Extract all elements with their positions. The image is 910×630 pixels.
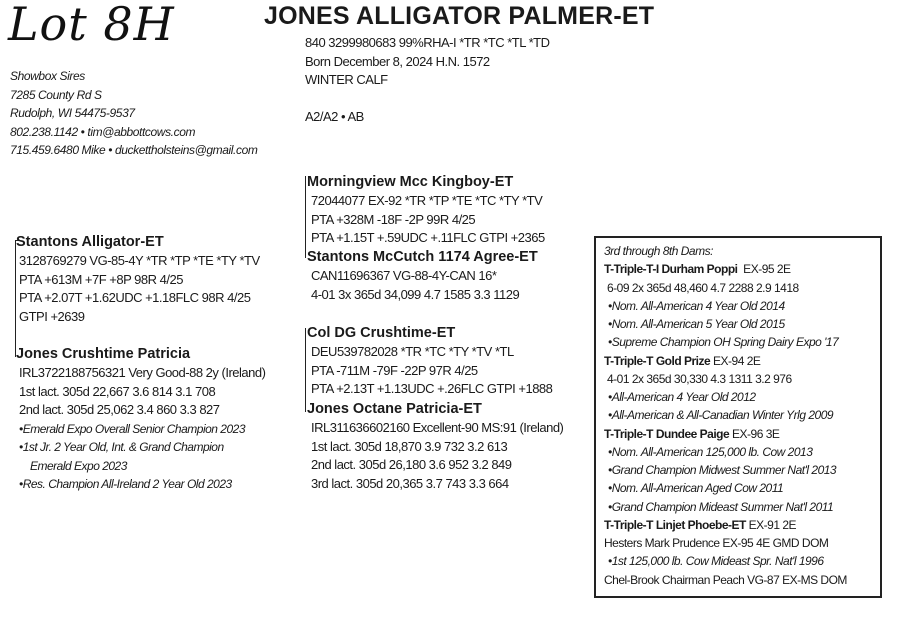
seller-info	[10, 67, 257, 160]
dam-honor-3: •Res. Champion All-Ireland 2 Year Old 2023	[19, 477, 232, 491]
genetics-line: A2/A2 • AB	[305, 109, 364, 124]
seller-street: 7285 County Rd S	[10, 87, 102, 102]
dam-honor-2-cont: Emerald Expo 2023	[30, 458, 127, 473]
extended-dams-box	[594, 236, 882, 598]
dam-entry-bold-name: T-Triple-T Dundee Paige	[604, 426, 730, 441]
dam-entry-text: Chel-Brook Chairman Peach VG-87 EX-MS DOM	[604, 572, 847, 587]
dam-entry-text: 6-09 2x 365d 48,460 4.7 2288 2.9 1418	[607, 280, 799, 295]
sire-sire-pta-2: PTA +1.15T +.59UDC +.11FLC GTPI +2365	[311, 230, 545, 245]
dam-bracket	[305, 328, 306, 412]
dam-entry-classification: EX-94 2E	[710, 353, 761, 368]
seller-name: Showbox Sires	[10, 69, 85, 83]
dam-entry-classification: EX-95 2E	[737, 262, 791, 277]
sire-sire-block	[307, 173, 545, 248]
dam-entry-bold-name: T-Triple-T-I Durham Poppi	[604, 262, 738, 277]
lot-number: Lot 8H	[8, 0, 175, 51]
dam-dam-block	[307, 400, 563, 493]
dam-entry-classification: EX-91 2E	[745, 517, 797, 532]
sire-dam-block	[307, 248, 538, 304]
dam-dam-name: Jones Octane Patricia-ET	[307, 401, 482, 417]
dam-sire-pta-2: PTA +2.13T +1.13UDC +.26FLC GTPI +1888	[311, 381, 553, 396]
dam-entry-text: Hesters Mark Prudence EX-95 4E GMD DOM	[604, 536, 829, 551]
animal-id-line: 840 3299980683 99%RHA-I *TR *TC *TL *TD	[305, 35, 550, 50]
dam-entry-honor: •Nom. All-American 5 Year Old 2015	[608, 317, 785, 332]
dam-entry-honor: •Supreme Champion OH Spring Dairy Expo '17	[608, 335, 839, 350]
dam-honor-1: •Emerald Expo Overall Senior Champion 2023	[19, 421, 245, 436]
sire-pta-1: PTA +613M +7F +8P 98R 4/25	[19, 271, 183, 287]
dam-entry-classification: EX-96 3E	[729, 426, 780, 441]
dam-dam-lact-3: 3rd lact. 305d 20,365 3.7 743 3.3 664	[311, 475, 509, 491]
dam-entry-honor: •All-American 4 Year Old 2012	[608, 390, 756, 405]
dam-lact-1: 1st lact. 305d 22,667 3.6 814 3.1 708	[19, 383, 216, 399]
dam-entry-honor: •Nom. All-American Aged Cow 2011	[608, 481, 784, 496]
extended-dams-content	[604, 242, 847, 589]
seller-contact-1: 802.238.1142 • tim@abbottcows.com	[10, 124, 196, 139]
dam-registration: IRL372218875632​1 Very Good-88 2y (Ireland)	[19, 365, 266, 380]
dam-block	[16, 345, 265, 494]
sire-name: Stantons Alligator-ET	[16, 234, 164, 250]
dam-entry-name	[604, 425, 847, 443]
dam-sire-pta-1: PTA -711M -79F -22P 97R 4/25	[311, 362, 478, 378]
dam-entry-honor: •Nom. All-American 4 Year Old 2014	[608, 298, 785, 313]
dam-entry-honor: •1st 125,000 lb. Cow Mideast Spr. Nat'l 1996	[608, 554, 824, 569]
dam-sire-name: Col DG Crushtime-ET	[307, 325, 456, 341]
seller-contact-2: 715.459.6480 Mike • duckettholsteins@gmail.com	[10, 143, 258, 157]
dam-entry-honor: •All-American & All-Canadian Winter Yrlg 2009	[608, 408, 834, 423]
sire-block	[16, 233, 260, 326]
sire-sire-pta-1: PTA +328M -18F -2P 99R 4/25	[311, 211, 476, 227]
sire-sire-name: Morningview Mcc Kingboy-ET	[307, 174, 514, 190]
animal-name: JONES ALLIGATOR PALMER-ET	[264, 2, 655, 30]
dam-dam-lact-2: 2nd lact. 305d 26,180 3.6 952 3.2 849	[311, 457, 512, 472]
sire-sire-registration: 72044077 EX-92 *TR *TP *TE *TC *TY *TV	[311, 193, 543, 208]
dam-entry-honor: •Grand Champion Mideast Summer Nat'l 2011	[608, 499, 834, 514]
dam-entry-name	[604, 352, 847, 370]
dam-entry-bold-name: T-Triple-T Gold Prize	[604, 353, 711, 368]
sire-dam-registration: CAN11696367 VG-88-4Y-CAN 16*	[311, 268, 497, 283]
dam-entry-name	[604, 516, 847, 534]
extended-dams-list	[604, 260, 847, 589]
seller-city: Rudolph, WI 54475-9537	[10, 106, 135, 120]
sire-pta-2: PTA +2.07T +1.62UDC +1.18FLC 98R 4/25	[19, 290, 251, 305]
sire-registration: 3128769279 VG-85-4Y *TR *TP *TE *TY *TV	[19, 253, 260, 268]
dam-dam-lact-1: 1st lact. 305d 18,870 3.9 732 3.2 613	[311, 438, 508, 454]
sire-gtpi: GTPI +2639	[19, 308, 85, 324]
animal-info	[305, 34, 549, 127]
dam-name: Jones Crushtime Patricia	[16, 346, 191, 362]
sire-dam-name: Stantons McCutch 1174 Agree-ET	[307, 249, 538, 265]
sire-dam-record: 4-01 3x 365d 34,099 4.7 1585 3.3 1129	[311, 286, 520, 302]
dam-entry-bold-name: T-Triple-T Linjet Phoebe-ET	[604, 517, 746, 532]
dam-sire-block	[307, 324, 552, 399]
dam-honor-2: •1st Jr. 2 Year Old, Int. & Grand Champion	[19, 440, 224, 454]
dam-entry-name	[604, 260, 847, 278]
dam-entry-honor: •Nom. All-American 125,000 lb. Cow 2013	[608, 444, 813, 459]
class-line: WINTER CALF	[305, 72, 388, 87]
sire-bracket	[305, 176, 306, 258]
spacer-line	[305, 90, 549, 109]
dam-dam-registration: IRL311636602160 Excellent-90 MS:91 (Ireland)	[311, 420, 564, 435]
dam-sire-registration: DEU539782028 *TR *TC *TY *TV *TL	[311, 344, 514, 359]
birth-line: Born December 8, 2024 H.N. 1572	[305, 53, 490, 69]
dam-entry-text: 4-01 2x 365d 30,330 4.3 1311 3.2 976	[607, 371, 792, 386]
extended-dams-header: 3rd through 8th Dams:	[604, 244, 713, 258]
dam-entry-honor: •Grand Champion Midwest Summer Nat'l 2013	[608, 463, 837, 478]
dam-lact-2: 2nd lact. 305d 25,062 3.4 860 3.3 827	[19, 402, 220, 417]
